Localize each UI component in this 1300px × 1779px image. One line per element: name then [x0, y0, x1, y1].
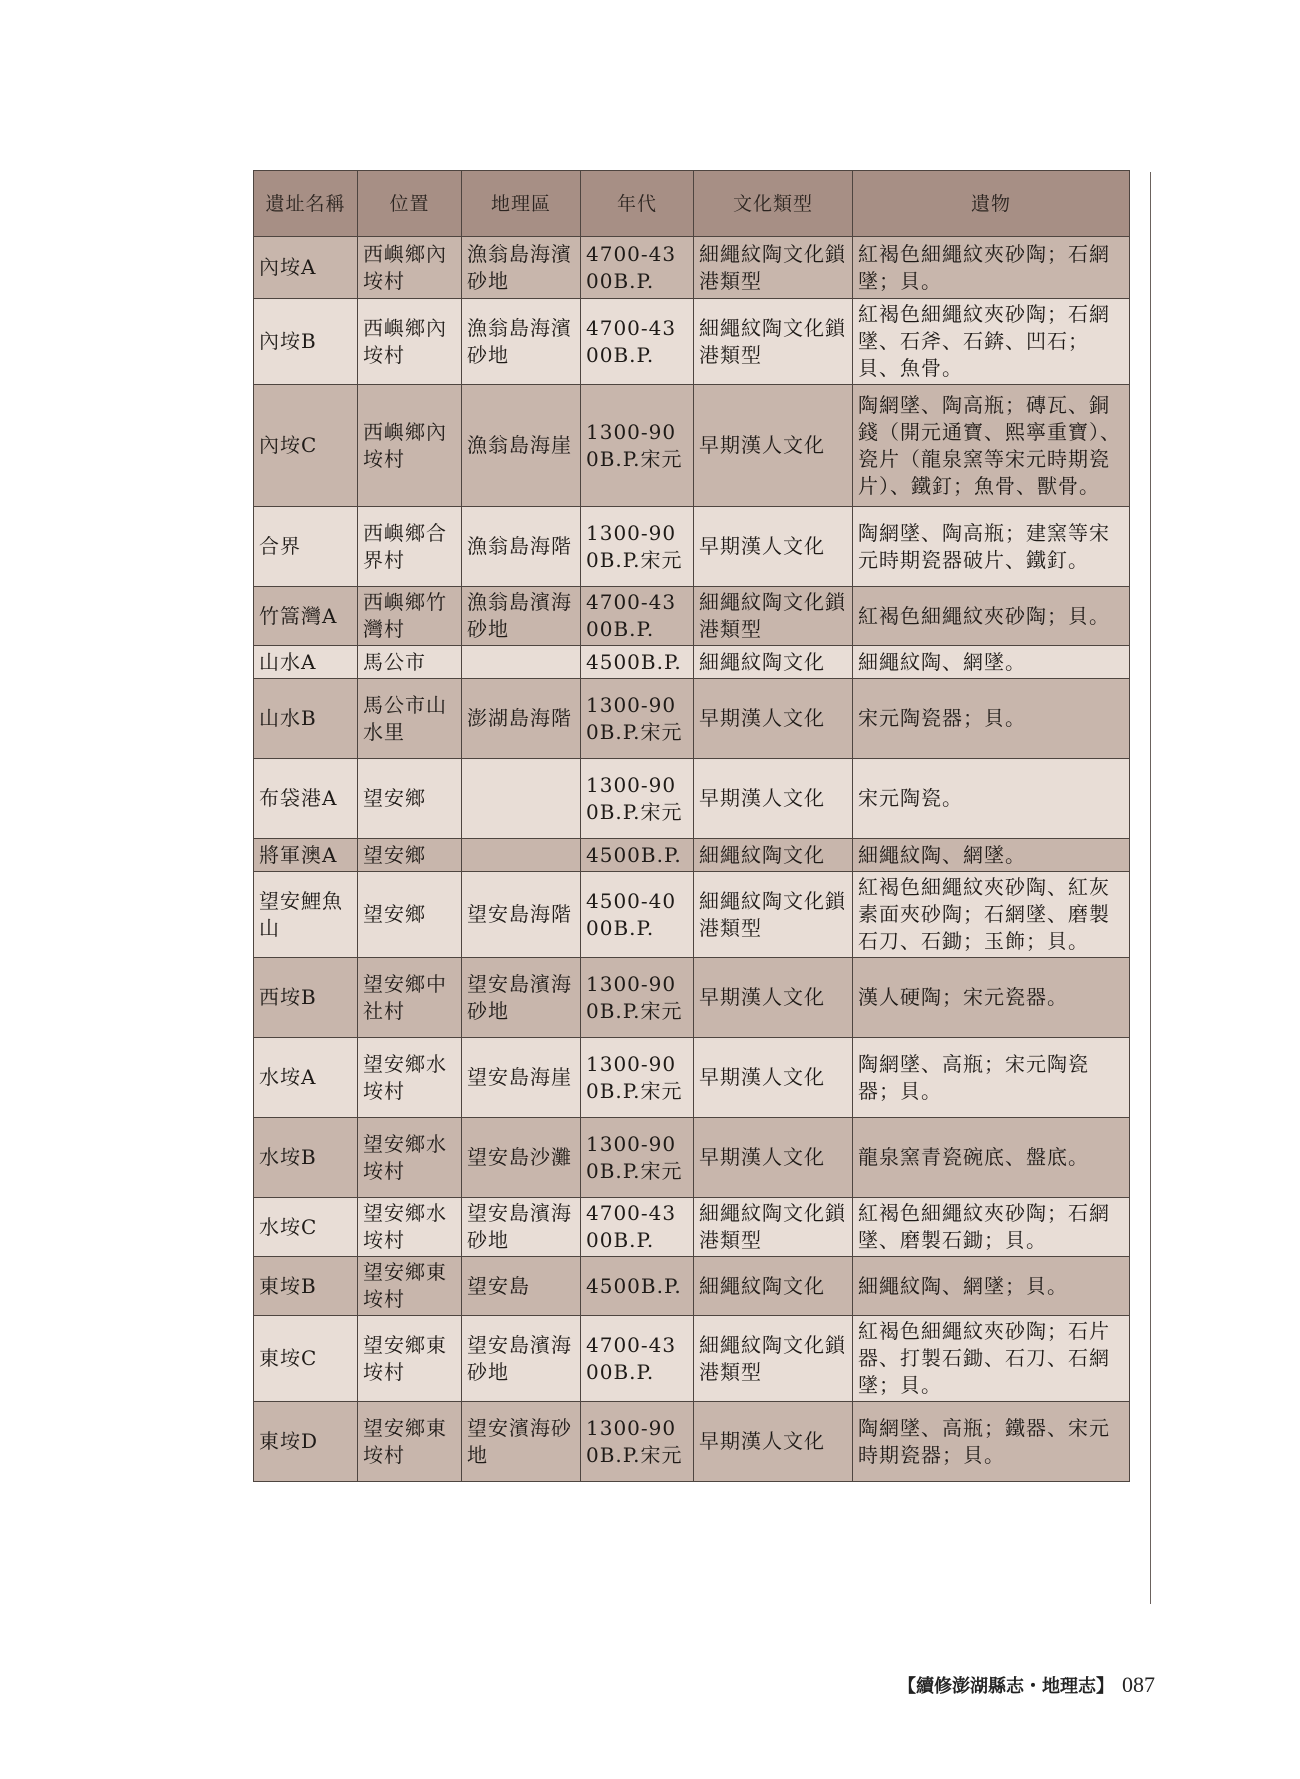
cell-artifacts: 紅褐色細繩紋夾砂陶；石網墜、石斧、石錛、凹石；貝、魚骨。	[853, 299, 1130, 385]
table-row	[254, 1316, 1130, 1402]
table-row	[254, 679, 1130, 759]
cell-culture-type: 細繩紋陶文化鎖港類型	[694, 1316, 853, 1402]
cell-geographic-area: 漁翁島濱海砂地	[462, 587, 581, 646]
table-body	[254, 237, 1130, 1482]
cell-geographic-area	[462, 759, 581, 839]
cell-culture-type: 早期漢人文化	[694, 1038, 853, 1118]
cell-site-name: 東垵B	[254, 1257, 358, 1316]
cell-culture-type: 細繩紋陶文化鎖港類型	[694, 237, 853, 299]
table-row	[254, 587, 1130, 646]
table-header-row	[254, 171, 1130, 237]
cell-location: 馬公市山水里	[358, 679, 462, 759]
cell-period: 1300-900B.P.宋元	[581, 1038, 694, 1118]
cell-artifacts: 陶網墜、高瓶；宋元陶瓷器；貝。	[853, 1038, 1130, 1118]
cell-culture-type: 細繩紋陶文化鎖港類型	[694, 872, 853, 958]
cell-artifacts: 紅褐色細繩紋夾砂陶；石片器、打製石鋤、石刀、石網墜；貝。	[853, 1316, 1130, 1402]
cell-artifacts: 宋元陶瓷。	[853, 759, 1130, 839]
cell-culture-type: 細繩紋陶文化	[694, 646, 853, 679]
table-row	[254, 646, 1130, 679]
cell-location: 西嶼鄉內垵村	[358, 237, 462, 299]
header-artifacts: 遺物	[853, 171, 1130, 237]
cell-culture-type: 早期漢人文化	[694, 1402, 853, 1482]
cell-geographic-area: 望安島海階	[462, 872, 581, 958]
cell-artifacts: 宋元陶瓷器；貝。	[853, 679, 1130, 759]
cell-site-name: 望安鯉魚山	[254, 872, 358, 958]
cell-site-name: 東垵D	[254, 1402, 358, 1482]
sites-table-container	[253, 170, 1129, 1482]
cell-geographic-area: 漁翁島海崖	[462, 385, 581, 507]
cell-location: 望安鄉東垵村	[358, 1402, 462, 1482]
cell-geographic-area: 望安島濱海砂地	[462, 1198, 581, 1257]
page-footer	[880, 1672, 1155, 1698]
cell-artifacts: 陶網墜、陶高瓶；磚瓦、銅錢（開元通寶、熙寧重寶）、瓷片（龍泉窯等宋元時期瓷片）、鐵釘；魚骨、獸骨。	[853, 385, 1130, 507]
cell-artifacts: 紅褐色細繩紋夾砂陶；貝。	[853, 587, 1130, 646]
cell-location: 望安鄉	[358, 759, 462, 839]
cell-culture-type: 細繩紋陶文化	[694, 1257, 853, 1316]
table-row	[254, 237, 1130, 299]
page-number: 087	[1122, 1672, 1155, 1697]
cell-culture-type: 早期漢人文化	[694, 958, 853, 1038]
cell-site-name: 內垵C	[254, 385, 358, 507]
cell-geographic-area: 澎湖島海階	[462, 679, 581, 759]
cell-geographic-area: 漁翁島海濱砂地	[462, 299, 581, 385]
cell-period: 4700-4300B.P.	[581, 237, 694, 299]
cell-period: 1300-900B.P.宋元	[581, 958, 694, 1038]
cell-geographic-area: 望安濱海砂地	[462, 1402, 581, 1482]
cell-geographic-area: 望安島濱海砂地	[462, 958, 581, 1038]
cell-site-name: 內垵B	[254, 299, 358, 385]
cell-period: 4500B.P.	[581, 1257, 694, 1316]
cell-culture-type: 早期漢人文化	[694, 385, 853, 507]
cell-period: 4700-4300B.P.	[581, 1198, 694, 1257]
cell-site-name: 水垵B	[254, 1118, 358, 1198]
header-site-name: 遺址名稱	[254, 171, 358, 237]
cell-period: 1300-900B.P.宋元	[581, 385, 694, 507]
archaeological-sites-table	[253, 170, 1130, 1482]
cell-culture-type: 細繩紋陶文化	[694, 839, 853, 872]
cell-artifacts: 陶網墜、高瓶；鐵器、宋元時期瓷器；貝。	[853, 1402, 1130, 1482]
cell-site-name: 合界	[254, 507, 358, 587]
cell-culture-type: 早期漢人文化	[694, 679, 853, 759]
cell-location: 望安鄉東垵村	[358, 1257, 462, 1316]
table-row	[254, 1118, 1130, 1198]
cell-location: 望安鄉水垵村	[358, 1118, 462, 1198]
table-row	[254, 872, 1130, 958]
cell-artifacts: 細繩紋陶、網墜。	[853, 839, 1130, 872]
table-row	[254, 299, 1130, 385]
cell-site-name: 竹篙灣A	[254, 587, 358, 646]
cell-culture-type: 早期漢人文化	[694, 507, 853, 587]
header-period: 年代	[581, 171, 694, 237]
cell-geographic-area: 望安島沙灘	[462, 1118, 581, 1198]
cell-geographic-area: 漁翁島海階	[462, 507, 581, 587]
cell-location: 望安鄉	[358, 839, 462, 872]
cell-location: 望安鄉東垵村	[358, 1316, 462, 1402]
cell-culture-type: 細繩紋陶文化鎖港類型	[694, 1198, 853, 1257]
table-row	[254, 839, 1130, 872]
cell-site-name: 水垵C	[254, 1198, 358, 1257]
header-geographic-area: 地理區	[462, 171, 581, 237]
cell-period: 4700-4300B.P.	[581, 1316, 694, 1402]
cell-period: 1300-900B.P.宋元	[581, 507, 694, 587]
table-row	[254, 385, 1130, 507]
cell-geographic-area: 漁翁島海濱砂地	[462, 237, 581, 299]
cell-site-name: 布袋港A	[254, 759, 358, 839]
cell-period: 4700-4300B.P.	[581, 587, 694, 646]
cell-culture-type: 細繩紋陶文化鎖港類型	[694, 299, 853, 385]
cell-location: 望安鄉水垵村	[358, 1198, 462, 1257]
cell-period: 1300-900B.P.宋元	[581, 1118, 694, 1198]
cell-geographic-area: 望安島	[462, 1257, 581, 1316]
cell-artifacts: 陶網墜、陶高瓶；建窯等宋元時期瓷器破片、鐵釘。	[853, 507, 1130, 587]
cell-location: 西嶼鄉內垵村	[358, 299, 462, 385]
table-row	[254, 1038, 1130, 1118]
header-culture-type: 文化類型	[694, 171, 853, 237]
cell-period: 1300-900B.P.宋元	[581, 759, 694, 839]
cell-culture-type: 細繩紋陶文化鎖港類型	[694, 587, 853, 646]
table-row	[254, 759, 1130, 839]
cell-period: 4500B.P.	[581, 646, 694, 679]
cell-artifacts: 龍泉窯青瓷碗底、盤底。	[853, 1118, 1130, 1198]
cell-location: 西嶼鄉合界村	[358, 507, 462, 587]
page-right-rule	[1150, 172, 1151, 1604]
cell-location: 望安鄉	[358, 872, 462, 958]
cell-artifacts: 紅褐色細繩紋夾砂陶、紅灰素面夾砂陶；石網墜、磨製石刀、石鋤；玉飾；貝。	[853, 872, 1130, 958]
cell-location: 望安鄉中社村	[358, 958, 462, 1038]
cell-artifacts: 紅褐色細繩紋夾砂陶；石網墜、磨製石鋤；貝。	[853, 1198, 1130, 1257]
cell-site-name: 內垵A	[254, 237, 358, 299]
cell-period: 4700-4300B.P.	[581, 299, 694, 385]
table-row	[254, 507, 1130, 587]
cell-site-name: 水垵A	[254, 1038, 358, 1118]
book-title: 【續修澎湖縣志・地理志】	[898, 1676, 1114, 1697]
cell-period: 4500B.P.	[581, 839, 694, 872]
cell-site-name: 西垵B	[254, 958, 358, 1038]
cell-site-name: 將軍澳A	[254, 839, 358, 872]
cell-artifacts: 漢人硬陶；宋元瓷器。	[853, 958, 1130, 1038]
cell-period: 1300-900B.P.宋元	[581, 679, 694, 759]
cell-geographic-area	[462, 646, 581, 679]
cell-artifacts: 細繩紋陶、網墜。	[853, 646, 1130, 679]
cell-geographic-area	[462, 839, 581, 872]
cell-site-name: 東垵C	[254, 1316, 358, 1402]
cell-location: 望安鄉水垵村	[358, 1038, 462, 1118]
table-row	[254, 1198, 1130, 1257]
header-location: 位置	[358, 171, 462, 237]
cell-geographic-area: 望安島海崖	[462, 1038, 581, 1118]
cell-artifacts: 紅褐色細繩紋夾砂陶；石網墜；貝。	[853, 237, 1130, 299]
table-row	[254, 1402, 1130, 1482]
table-row	[254, 958, 1130, 1038]
cell-culture-type: 早期漢人文化	[694, 759, 853, 839]
table-row	[254, 1257, 1130, 1316]
cell-artifacts: 細繩紋陶、網墜；貝。	[853, 1257, 1130, 1316]
cell-location: 西嶼鄉竹灣村	[358, 587, 462, 646]
cell-site-name: 山水B	[254, 679, 358, 759]
cell-location: 馬公市	[358, 646, 462, 679]
cell-period: 4500-4000B.P.	[581, 872, 694, 958]
cell-culture-type: 早期漢人文化	[694, 1118, 853, 1198]
cell-location: 西嶼鄉內垵村	[358, 385, 462, 507]
cell-site-name: 山水A	[254, 646, 358, 679]
cell-geographic-area: 望安島濱海砂地	[462, 1316, 581, 1402]
cell-period: 1300-900B.P.宋元	[581, 1402, 694, 1482]
